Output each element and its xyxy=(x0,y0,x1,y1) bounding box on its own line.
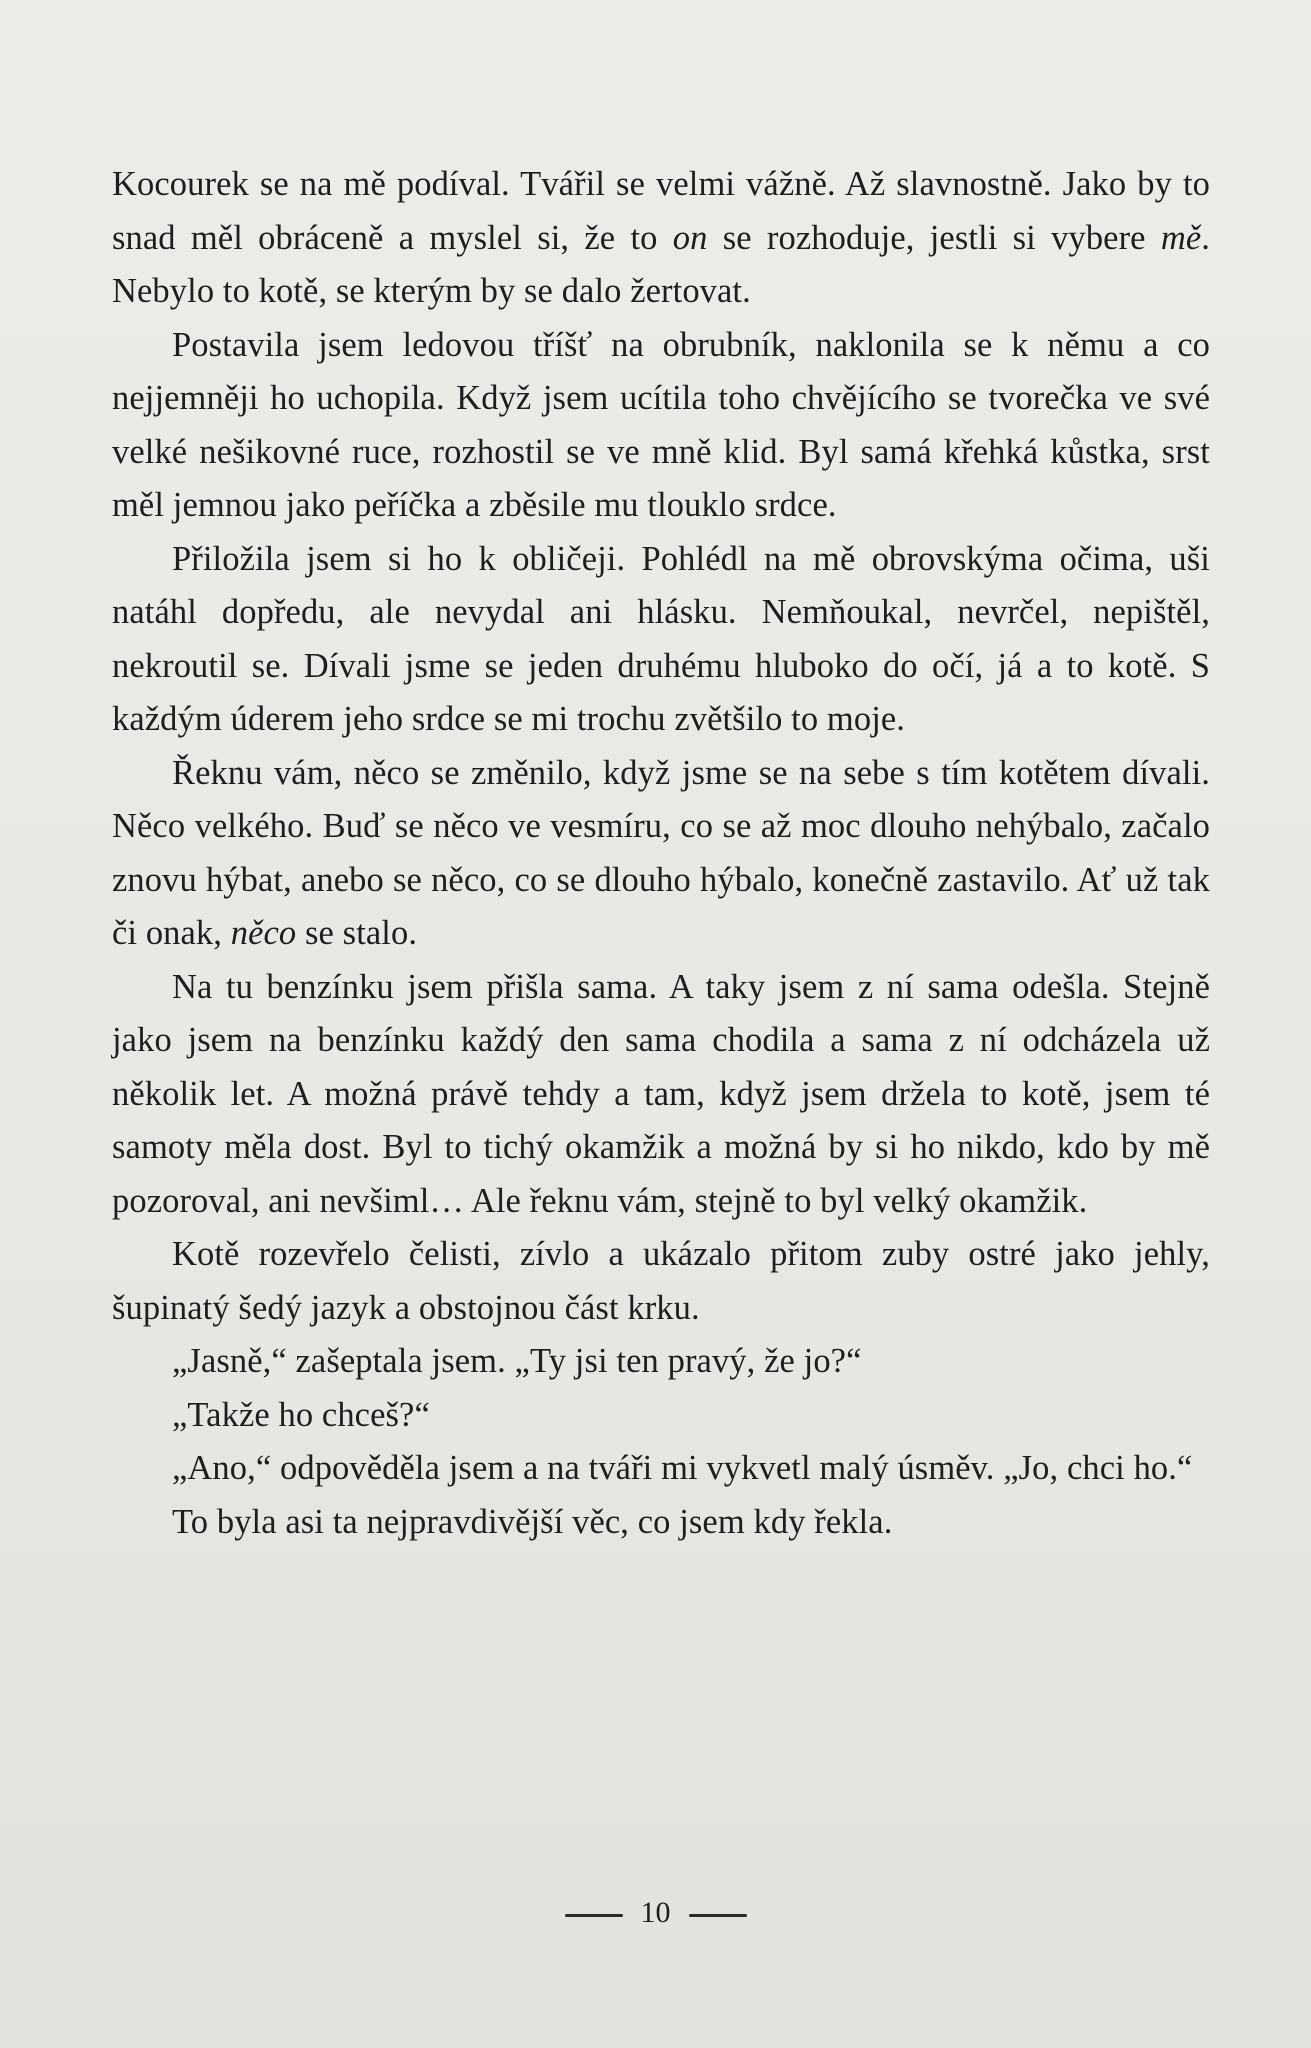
italic-text-run: něco xyxy=(230,914,297,952)
text-run: „Takže ho chceš?“ xyxy=(172,1395,430,1434)
paragraph xyxy=(112,1496,1210,1550)
text-run: „Jasně,“ zašeptala jsem. „Ty jsi ten pravý, že jo?“ xyxy=(172,1342,862,1380)
page-number-footer xyxy=(0,1896,1311,1930)
text-run: Řeknu vám, něco se změnilo, když jsme se na sebe s tím kotětem dívali. Něco velkého. Buď se něco ve vesmíru, co se až moc dlouho nehýbalo, začalo znovu hýbat, anebo se něco, co se dlouho hýbalo, konečně zastavilo. Ať už tak či onak, xyxy=(112,753,1210,952)
paragraph xyxy=(112,533,1210,747)
text-run: „Ano,“ odpověděla jsem a na tváři mi vykvetl malý úsměv. „Jo, chci ho.“ xyxy=(172,1449,1193,1487)
text-run: se rozhoduje, jestli si vybere xyxy=(707,218,1161,257)
text-run: . Nebylo to kotě, se kterým by se dalo žertovat. xyxy=(112,218,1210,310)
text-run: Kocourek se na mě podíval. Tvářil se velmi vážně. Až slavnostně. Jako by to snad měl obráceně a myslel si, že to xyxy=(112,165,1210,257)
ornament-dash-left xyxy=(565,1914,623,1917)
paragraph xyxy=(112,1442,1210,1496)
paragraph xyxy=(112,158,1210,319)
text-run: Kotě rozevřelo čelisti, zívlo a ukázalo přitom zuby ostré jako jehly, šupinatý šedý jazyk a obstojnou část krku. xyxy=(112,1235,1210,1327)
paragraph xyxy=(112,319,1210,533)
body-text xyxy=(112,158,1210,1549)
italic-text-run: mě xyxy=(1160,218,1202,257)
text-run: se stalo. xyxy=(296,914,418,952)
paragraph xyxy=(112,1228,1210,1335)
paragraph xyxy=(112,747,1210,961)
italic-text-run: on xyxy=(672,218,708,257)
paragraph xyxy=(112,1389,1210,1443)
page-number: 10 xyxy=(640,1896,671,1929)
paragraph xyxy=(112,1335,1210,1389)
ornament-dash-right xyxy=(689,1914,747,1917)
text-run: Na tu benzínku jsem přišla sama. A taky jsem z ní sama odešla. Stejně jako jsem na benzínku každý den sama chodila a sama z ní odcházela už několik let. A možná právě tehdy a tam, když jsem držela to kotě, jsem té samoty měla dost. Byl to tichý okamžik a možná by si ho nikdo, kdo by mě pozoroval, ani nevšiml… Ale řeknu vám, stejně to byl velký okamžik. xyxy=(112,967,1210,1220)
text-run: Postavila jsem ledovou tříšť na obrubník, naklonila se k němu a co nejjemněji ho uchopila. Když jsem ucítila toho chvějícího se tvorečka ve své velké nešikovné ruce, rozhostil se ve mně klid. Byl samá křehká kůstka, srst měl jemnou jako peříčka a zběsile mu tlouklo srdce. xyxy=(112,325,1210,524)
text-run: To byla asi ta nejpravdivější věc, co jsem kdy řekla. xyxy=(172,1502,893,1541)
paragraph xyxy=(112,961,1210,1229)
text-run: Přiložila jsem si ho k obličeji. Pohlédl na mě obrovskýma očima, uši natáhl dopředu, ale nevydal ani hlásku. Nemňoukal, nevrčel, nepištěl, nekroutil se. Dívali jsme se jeden druhému hluboko do očí, já a to kotě. S každým úderem jeho srdce se mi trochu zvětšilo to moje. xyxy=(112,539,1210,738)
